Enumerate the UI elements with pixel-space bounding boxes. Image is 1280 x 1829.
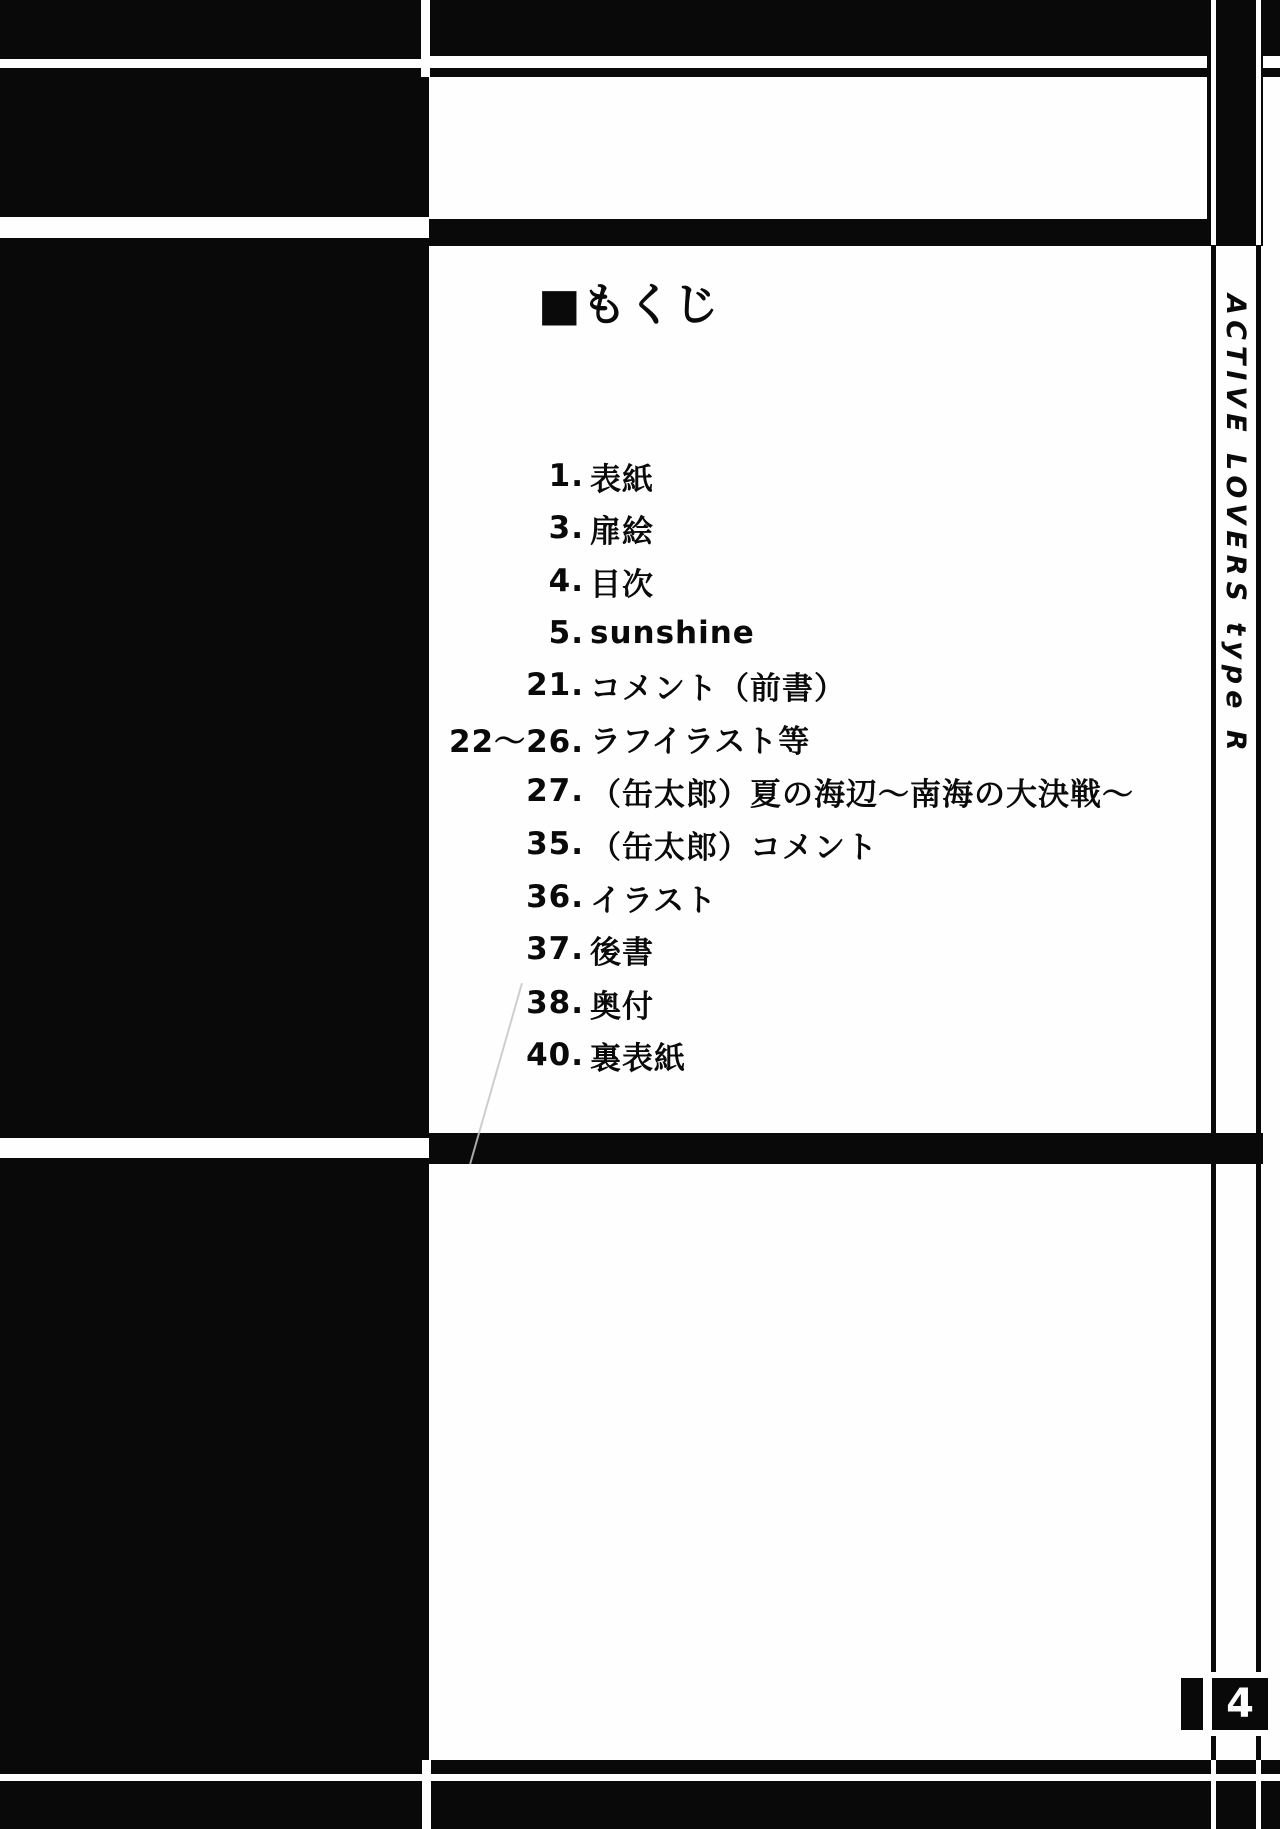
right-vertical-white-gap-2-bottom <box>1256 1760 1261 1829</box>
toc-row <box>432 455 654 497</box>
toc-item-number: 37. <box>526 931 584 967</box>
right-vertical-white-gap-1-top <box>1211 0 1216 245</box>
toc-item-number: 27. <box>526 773 584 809</box>
toc-item-label: 目次 <box>590 566 654 603</box>
toc-item-label: コメント（前書） <box>590 670 846 707</box>
top-white-rule <box>0 59 1280 68</box>
left-vertical-white-gap-bottom <box>422 1760 431 1829</box>
toc-item-number: 21. <box>526 667 584 703</box>
toc-item-label: ラフイラスト等 <box>590 723 811 760</box>
toc-item-number: 40. <box>526 1037 584 1073</box>
toc-row <box>432 664 846 706</box>
toc-row <box>432 770 1134 812</box>
toc-item-number: 3. <box>548 510 584 546</box>
right-vertical-rule-1 <box>1211 245 1216 1672</box>
page-title: ■もくじ <box>538 278 720 331</box>
toc-row <box>432 612 755 654</box>
page-number-block <box>1212 1678 1268 1730</box>
toc-row <box>432 507 654 549</box>
toc-row <box>432 560 654 602</box>
toc-item-number: 36. <box>526 879 584 915</box>
toc-item-number: 38. <box>526 985 584 1021</box>
toc-item-number: 22〜26. <box>448 723 584 760</box>
content-bottom-bar <box>429 1133 1263 1164</box>
left-vertical-white-gap-top <box>421 0 430 77</box>
left-black-column <box>0 0 429 1829</box>
toc-row <box>432 876 717 918</box>
toc-item-label: 表紙 <box>590 461 654 498</box>
page-number: 4 <box>1226 1681 1254 1727</box>
left-white-band-middle <box>0 1138 429 1158</box>
spine-vertical-text: ACTIVE LOVERS type R <box>1220 294 1251 757</box>
toc-row <box>432 1034 686 1076</box>
toc-row <box>432 928 654 970</box>
toc-row <box>432 823 878 865</box>
toc-item-label: 裏表紙 <box>590 1040 686 1077</box>
right-vertical-rule-2-lower <box>1256 1736 1261 1760</box>
right-vertical-white-gap-1-bottom <box>1211 1760 1216 1829</box>
toc-item-label: 奥付 <box>590 988 654 1025</box>
right-vertical-rule-1-lower <box>1211 1736 1216 1760</box>
toc-row <box>432 982 654 1024</box>
top-black-band <box>0 0 1280 56</box>
toc-item-number: 35. <box>526 826 584 862</box>
right-vertical-rule-2 <box>1256 245 1261 1672</box>
toc-item-label: イラスト <box>590 882 718 919</box>
page-number-square <box>1181 1678 1203 1730</box>
toc-item-label: sunshine <box>590 615 755 651</box>
toc-item-label: （缶太郎）夏の海辺〜南海の大決戦〜 <box>590 776 1134 813</box>
toc-item-label: 扉絵 <box>590 513 654 550</box>
toc-item-label: 後書 <box>590 934 654 971</box>
content-top-bar <box>429 219 1263 246</box>
toc-item-number: 4. <box>548 563 584 599</box>
right-vertical-white-gap-2-top <box>1256 0 1261 245</box>
left-white-band-upper <box>0 217 429 238</box>
bottom-white-rule <box>0 1774 1280 1781</box>
toc-row <box>432 717 810 759</box>
toc-item-number: 5. <box>548 615 584 651</box>
toc-item-label: （缶太郎）コメント <box>590 829 878 866</box>
content-top-thin-rule <box>429 68 1280 77</box>
toc-item-number: 1. <box>548 458 584 494</box>
bottom-black-band <box>0 1760 1280 1829</box>
